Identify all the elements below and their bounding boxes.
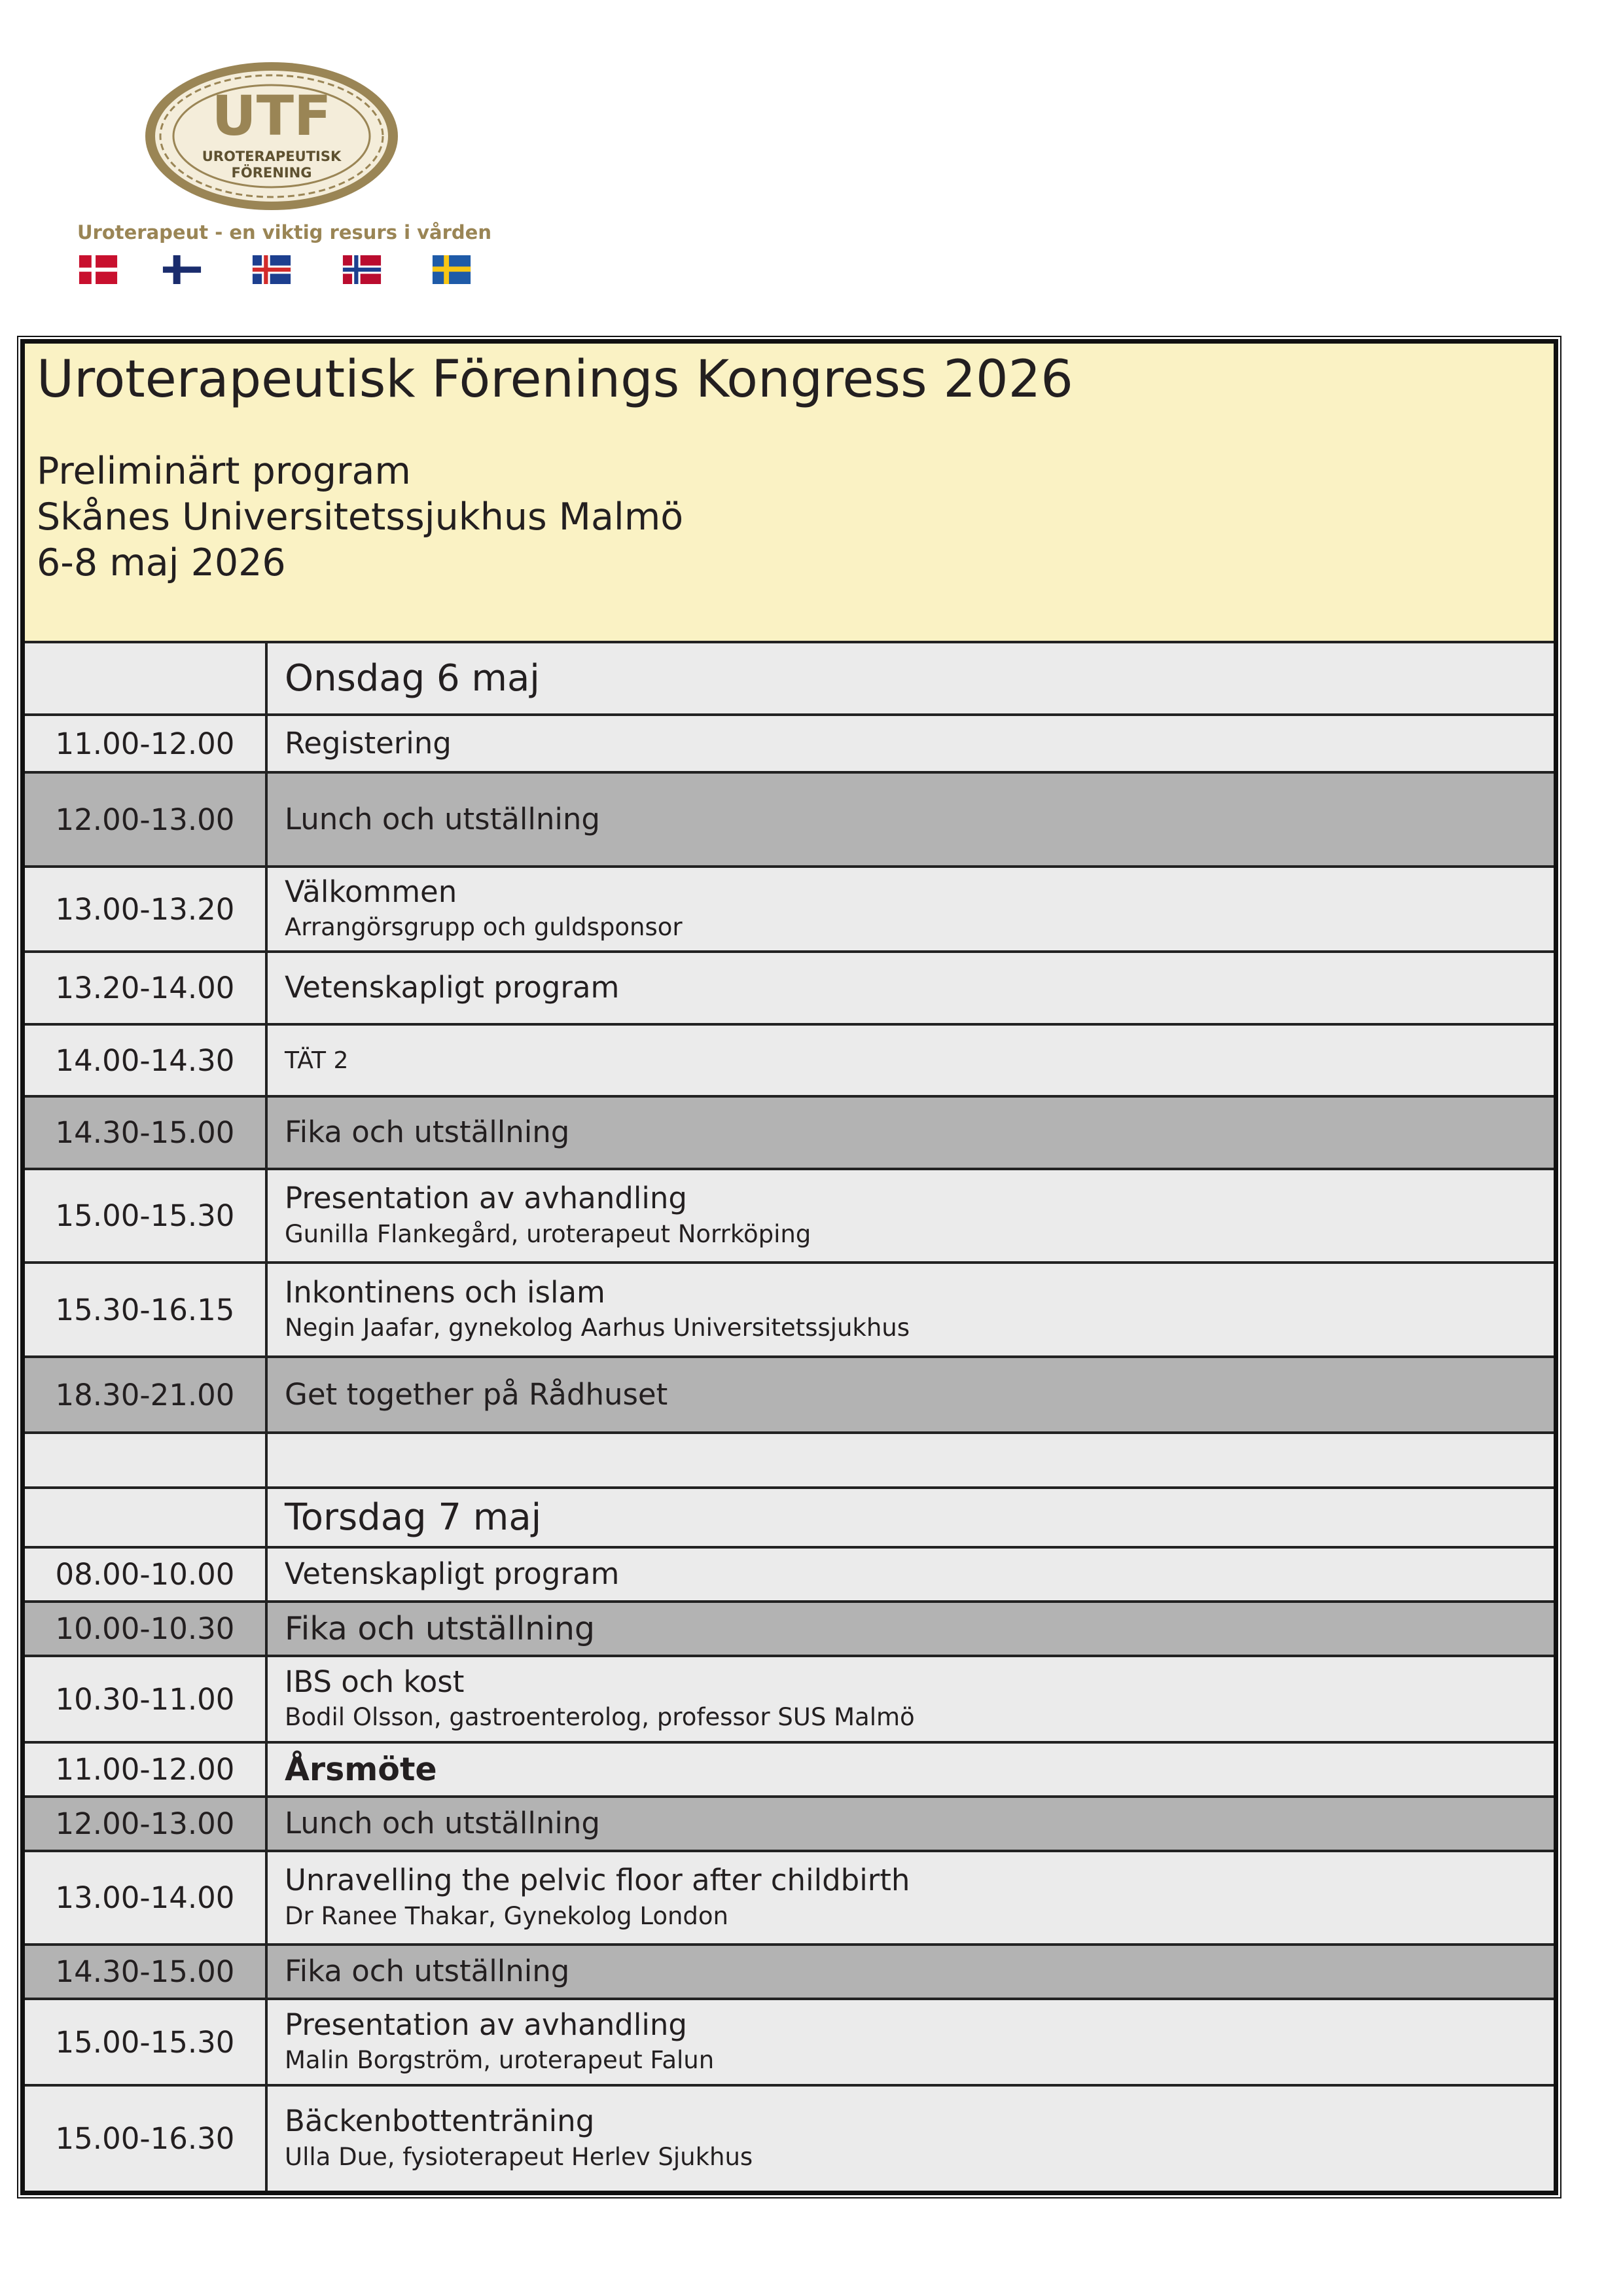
- schedule-row: [25, 1657, 1554, 1744]
- session-title: Get together på Rådhuset: [285, 1376, 668, 1412]
- time-cell: 12.00-13.00: [25, 1798, 268, 1850]
- logo-name-line2: FÖRENING: [231, 165, 312, 181]
- session-title: Inkontinens och islam: [285, 1274, 605, 1310]
- norway-flag: [341, 255, 383, 284]
- day-label: Torsdag 7 maj: [285, 1496, 542, 1539]
- iceland-flag: [251, 255, 293, 284]
- time-cell: 08.00-10.00: [25, 1549, 268, 1600]
- session-title: Fika och utställning: [285, 1609, 595, 1647]
- session-speaker: Dr Ranee Thakar, Gynekolog London: [285, 1901, 728, 1930]
- day-label: Onsdag 6 maj: [285, 657, 540, 700]
- day-header-row: [25, 643, 1554, 716]
- time-cell: 14.30-15.00: [25, 1098, 268, 1168]
- session-title: TÄT 2: [285, 1047, 349, 1074]
- session-title: Lunch och utställning: [285, 1806, 600, 1841]
- session-speaker: Arrangörsgrupp och guldsponsor: [285, 913, 683, 942]
- session-title: Presentation av avhandling: [285, 1181, 687, 1216]
- logo-abbrev: UTF: [211, 84, 332, 148]
- logo-name-line1: UROTERAPEUTISK: [202, 149, 342, 164]
- schedule-row: [25, 1798, 1554, 1852]
- utf-logo: [141, 58, 402, 215]
- schedule-row: [25, 868, 1554, 953]
- time-cell: 14.30-15.00: [25, 1946, 268, 1998]
- session-title: Lunch och utställning: [285, 801, 600, 836]
- session-speaker: Negin Jaafar, gynekolog Aarhus Universitetssjukhus: [285, 1314, 910, 1342]
- session-title: Fika och utställning: [285, 1954, 570, 1989]
- schedule-row: [25, 716, 1554, 774]
- schedule-row: [25, 1744, 1554, 1798]
- session-title: Registering: [285, 725, 452, 761]
- session-title: Bäckenbottenträning: [285, 2104, 595, 2139]
- schedule-row: [25, 953, 1554, 1026]
- schedule-row: [25, 1026, 1554, 1098]
- time-cell: 11.00-12.00: [25, 716, 268, 771]
- session-title: Vetenskapligt program: [285, 970, 620, 1005]
- session-title: Unravelling the pelvic floor after childbirth: [285, 1863, 910, 1898]
- venue: Skånes Universitetssjukhus Malmö: [37, 495, 684, 539]
- day-header-row: [25, 1489, 1554, 1549]
- time-cell: 15.00-15.30: [25, 2000, 268, 2084]
- time-cell: 12.00-13.00: [25, 774, 268, 865]
- denmark-flag: [77, 255, 119, 284]
- schedule-row: [25, 1946, 1554, 2000]
- program-subtitle: Preliminärt program: [37, 450, 411, 493]
- finland-flag: [161, 255, 203, 284]
- session-speaker: Ulla Due, fysioterapeut Herlev Sjukhus: [285, 2142, 753, 2171]
- session-title: IBS och kost: [285, 1664, 465, 1699]
- session-title: Fika och utställning: [285, 1115, 570, 1150]
- page-title: Uroterapeutisk Förenings Kongress 2026: [37, 350, 1073, 409]
- schedule-row: [25, 1852, 1554, 1946]
- schedule-row: [25, 1098, 1554, 1170]
- program-table: [20, 339, 1558, 2195]
- time-cell: 10.30-11.00: [25, 1657, 268, 1741]
- session-speaker: Bodil Olsson, gastroenterolog, professor SUS Malmö: [285, 1703, 915, 1732]
- schedule-row: [25, 2000, 1554, 2087]
- time-cell: 15.00-16.30: [25, 2087, 268, 2191]
- time-cell: 11.00-12.00: [25, 1744, 268, 1795]
- nordic-flags: [77, 255, 483, 285]
- session-speaker: Gunilla Flankegård, uroterapeut Norrköping: [285, 1219, 812, 1248]
- schedule-row: [25, 1603, 1554, 1657]
- schedule-row: [25, 1549, 1554, 1603]
- time-cell: [25, 1434, 268, 1486]
- time-cell: 14.00-14.30: [25, 1026, 268, 1095]
- time-cell: 13.20-14.00: [25, 953, 268, 1023]
- time-cell: 13.00-14.00: [25, 1852, 268, 1943]
- time-cell: 13.00-13.20: [25, 868, 268, 950]
- empty-row: [25, 1434, 1554, 1489]
- sweden-flag: [431, 255, 473, 284]
- time-cell: 15.00-15.30: [25, 1170, 268, 1261]
- time-cell: 10.00-10.30: [25, 1603, 268, 1655]
- time-cell: [25, 1489, 268, 1546]
- schedule-row: [25, 2087, 1554, 2191]
- tagline: Uroterapeut - en viktig resurs i vården: [77, 221, 491, 243]
- schedule-row: [25, 774, 1554, 868]
- session-title: Presentation av avhandling: [285, 2007, 687, 2042]
- session-title: Välkommen: [285, 874, 457, 909]
- schedule-row: [25, 1358, 1554, 1434]
- time-cell: 18.30-21.00: [25, 1358, 268, 1431]
- time-cell: [25, 643, 268, 713]
- program-header: [25, 344, 1554, 643]
- session-speaker: Malin Borgström, uroterapeut Falun: [285, 2046, 715, 2075]
- schedule-row: [25, 1264, 1554, 1358]
- schedule-row: [25, 1170, 1554, 1264]
- time-cell: 15.30-16.15: [25, 1264, 268, 1355]
- session-title: Vetenskapligt program: [285, 1556, 620, 1592]
- session-title: Årsmöte: [285, 1750, 437, 1788]
- event-dates: 6-8 maj 2026: [37, 541, 286, 584]
